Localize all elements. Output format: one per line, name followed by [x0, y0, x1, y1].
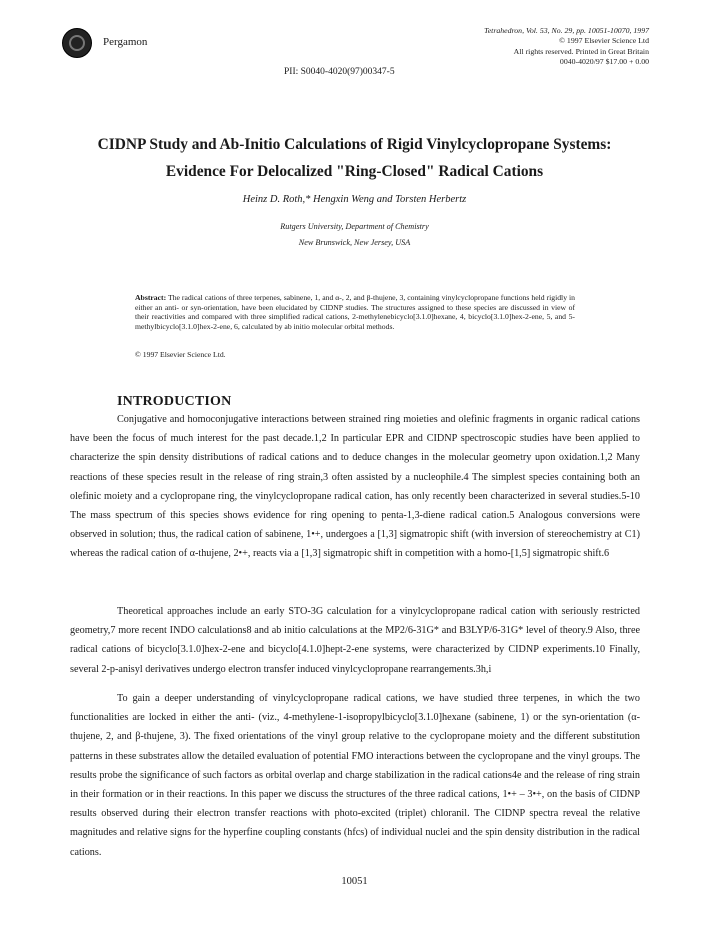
journal-citation: Tetrahedron, Vol. 53, No. 29, pp. 10051-10070, 1997: [484, 26, 649, 35]
abstract-text: The radical cations of three terpenes, sabinene, 1, and α-, 2, and β-thujene, 3, containing vinylcyclopropane functions held rigidly in either an anti- or syn-orientation, have been elucidated by CIDNP studies. The structures assigned to these species are discussed in view of their reactivities and compared with three simplified radical cations, 2-methylenebicyclo[3.1.0]hexane, 4, bicyclo[3.1.0]hex-2-ene, 5, and 5-methylbicyclo[3.1.0]hex-2-ene, 6, calculated by ab initio molecular orbital methods.: [135, 293, 575, 331]
pii-identifier: PII: S0040-4020(97)00347-5: [284, 67, 395, 77]
abstract-label: Abstract:: [135, 293, 167, 302]
authors: Heinz D. Roth,* Hengxin Weng and Torsten Herbertz: [242, 194, 467, 205]
pergamon-logo-icon: [62, 28, 92, 58]
journal-price: 0040-4020/97 $17.00 + 0.00: [559, 57, 649, 67]
abstract: [135, 293, 575, 331]
journal-rights: All rights reserved. Printed in Great Britain: [513, 46, 649, 56]
publisher-logo: [62, 28, 92, 58]
paragraph-2: Theoretical approaches include an early STO-3G calculation for a vinylcyclopropane radical cation with seriously restricted geometry,7 more recent INDO calculations8 and ab initio calculations at the MP2/6-31G* and B3LYP/6-31G* level of theory.9 Also, three radical cations of bicyclo[3.1.0]hex-2-ene and bicyclo[4.1.0]hept-2-ene systems, were characterized by CIDNP experiments.10 Finally, several 2-p-anisyl derivatives undergo electron transfer induced vinylcyclopropane rearrangements.3h,i: [70, 606, 640, 675]
abstract-copyright: © 1997 Elsevier Science Ltd.: [135, 350, 226, 359]
paragraph-3: To gain a deeper understanding of vinylcyclopropane radical cations, we have studied three terpenes, in which the two functionalities are locked in either the anti- (viz., 4-methylene-1-isopropylbicyclo[3.1.0]hexane (sabinene, 1) or the syn-orientation (α-thujene, 2, and β-thujene, 3). The fixed orientations of the vinyl group relative to the cyclopropane moiety and the different substitution patterns in these substrates allow the detailed evaluation of potential FMO interactions between the cyclopropane and the vinyl groups. The results probe the significance of such factors as orbital overlap and charge stabilization in the radical cations4e and the release of ring strain in their formation or in their reactions. In this paper we discuss the structures of the three radical cations, 1•+ – 3•+, on the basis of CIDNP results observed during their electron transfer reactions with photo-excited (triplet) chloranil. The CIDNP spectra reveal the relative magnitudes and relative signs for the hyperfine coupling constants (hfcs) of individual nuclei and the spin density distribution in the radical cations.: [70, 693, 640, 858]
section-heading: INTRODUCTION: [117, 394, 232, 409]
page-number: 10051: [341, 876, 368, 887]
affiliation-location: New Brunswick, New Jersey, USA: [298, 238, 411, 247]
publisher-name: Pergamon: [103, 36, 148, 48]
journal-info: [484, 26, 649, 68]
title-line-1: CIDNP Study and Ab-Initio Calculations of Rigid Vinylcyclopropane Systems:: [97, 136, 612, 153]
paragraph-1: Conjugative and homoconjugative interactions between strained ring moieties and olefinic fragments in organic radical cations have been the focus of much interest for the past decade.1,2 In particular EPR and CIDNP spectroscopic studies have been applied to characterize the spin density distributions of radical cations and to deduce changes in the molecular geometry upon oxidation.1,2 Many reactions of these species result in the release of ring strain,3 often assisted by a nucleophile.4 The simplest species containing both an olefinic moiety and a cyclopropane ring, the vinylcyclopropane radical cation, has only recently been characterized in several studies.5-10 The mass spectrum of this species shows evidence for ring opening to penta-1,3-diene radical cation.5 Analogous conversions were observed in solution; thus, the radical cation of sabinene, 1•+, undergoes a [1,3] sigmatropic shift (with inversion of stereochemistry at C1) whereas the radical cation of α-thujene, 2•+, reacts via a [1,3] sigmatropic shift in competition with a homo-[1,5] sigmatropic shift.6: [70, 414, 640, 560]
title-line-2: Evidence For Delocalized "Ring-Closed" Radical Cations: [165, 163, 544, 180]
affiliation-institution: Rutgers University, Department of Chemistry: [280, 222, 429, 231]
journal-copyright: © 1997 Elsevier Science Ltd: [559, 36, 649, 46]
paper-title: [40, 131, 669, 185]
